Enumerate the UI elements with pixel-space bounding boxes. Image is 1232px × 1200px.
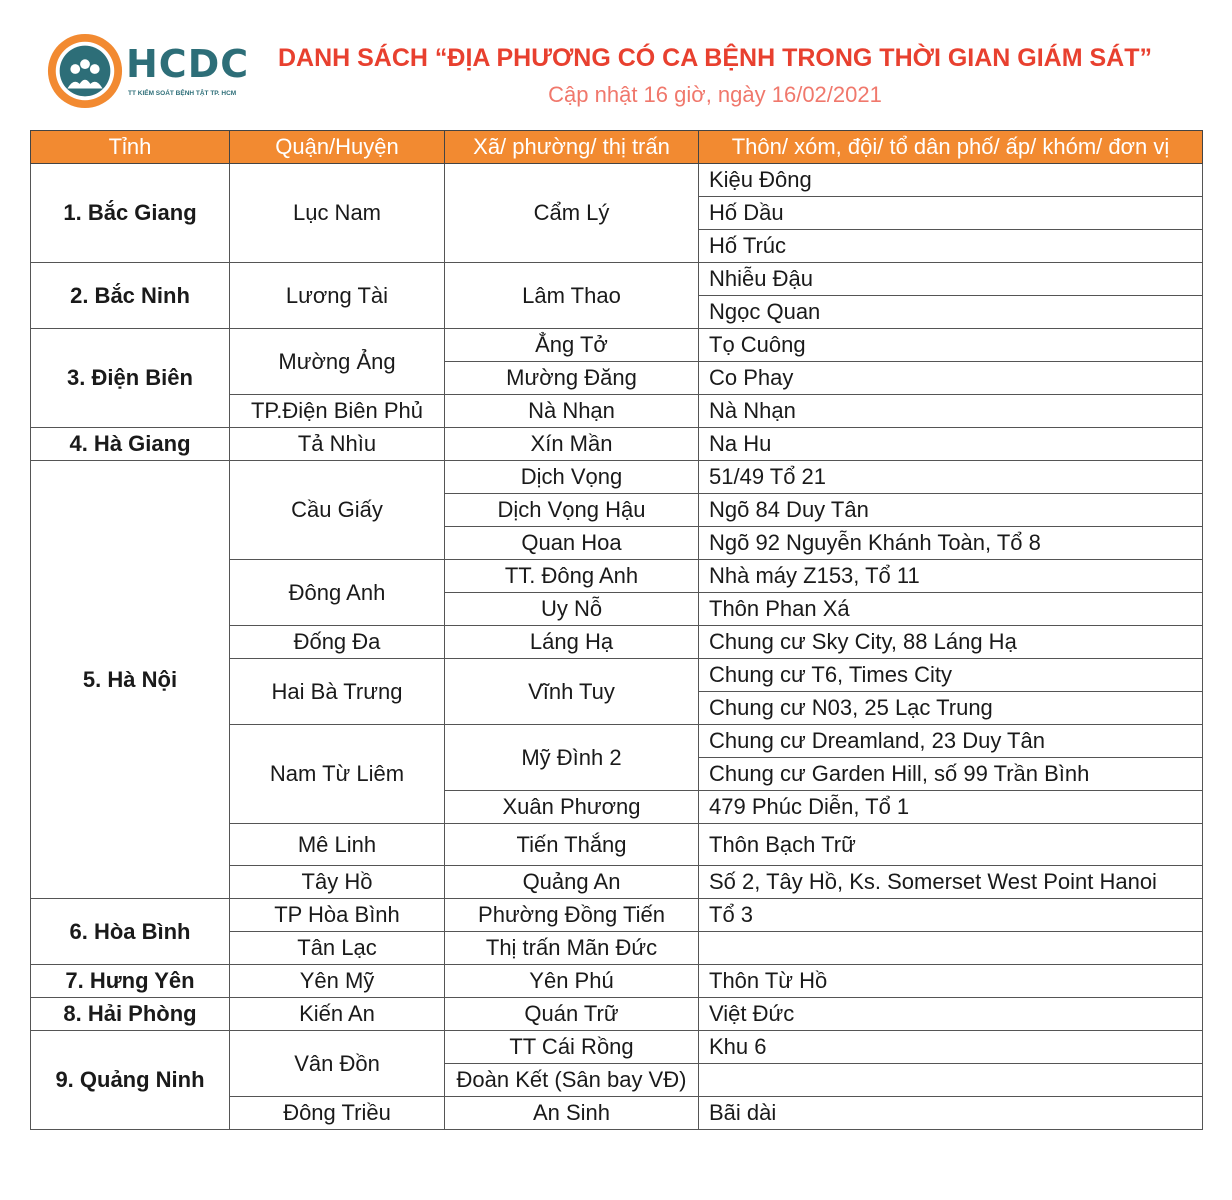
province-cell: 3. Điện Biên <box>31 329 230 428</box>
locations-table <box>30 130 1203 1130</box>
ward-cell: Láng Hạ <box>445 626 699 659</box>
unit-cell: Ngõ 84 Duy Tân <box>699 494 1203 527</box>
hcdc-logo <box>46 30 250 112</box>
district-cell: Mê Linh <box>230 824 445 866</box>
ward-cell: TT. Đông Anh <box>445 560 699 593</box>
logo-subtitle: TT KIỂM SOÁT BỆNH TẬT TP. HCM <box>128 90 237 97</box>
district-cell: Nam Từ Liêm <box>230 725 445 824</box>
district-cell: Tân Lạc <box>230 932 445 965</box>
district-cell: Tây Hồ <box>230 866 445 899</box>
district-cell: Cầu Giấy <box>230 461 445 560</box>
unit-cell: Nà Nhạn <box>699 395 1203 428</box>
ward-cell: Mỹ Đình 2 <box>445 725 699 791</box>
unit-cell: Kiệu Đông <box>699 164 1203 197</box>
page-title: DANH SÁCH “ĐỊA PHƯƠNG CÓ CA BỆNH TRONG THỜI GIAN GIÁM SÁT” <box>277 44 1153 72</box>
table-row <box>31 461 1203 494</box>
district-cell: Mường Ảng <box>230 329 445 395</box>
unit-cell: Chung cư Sky City, 88 Láng Hạ <box>699 626 1203 659</box>
ward-cell: TT Cái Rồng <box>445 1031 699 1064</box>
column-header-unit: Thôn/ xóm, đội/ tổ dân phố/ ấp/ khóm/ đơn vị <box>699 131 1203 164</box>
ward-cell: Quán Trữ <box>445 998 699 1031</box>
district-cell: TP.Điện Biên Phủ <box>230 395 445 428</box>
unit-cell: Chung cư T6, Times City <box>699 659 1203 692</box>
district-cell: Đông Triều <box>230 1097 445 1130</box>
unit-cell: Chung cư N03, 25 Lạc Trung <box>699 692 1203 725</box>
ward-cell: Tiến Thắng <box>445 824 699 866</box>
ward-cell: Uy Nỗ <box>445 593 699 626</box>
unit-cell: Co Phay <box>699 362 1203 395</box>
table-row <box>31 1031 1203 1064</box>
district-cell: Yên Mỹ <box>230 965 445 998</box>
unit-cell: Thôn Phan Xá <box>699 593 1203 626</box>
district-cell: Vân Đồn <box>230 1031 445 1097</box>
table-row <box>31 428 1203 461</box>
district-cell: Tả Nhìu <box>230 428 445 461</box>
column-header-district: Quận/Huyện <box>230 131 445 164</box>
table-row <box>31 899 1203 932</box>
district-cell: Đống Đa <box>230 626 445 659</box>
ward-cell: Lâm Thao <box>445 263 699 329</box>
district-cell: Lương Tài <box>230 263 445 329</box>
ward-cell: Vĩnh Tuy <box>445 659 699 725</box>
unit-cell: Hố Trúc <box>699 230 1203 263</box>
ward-cell: Đoàn Kết (Sân bay VĐ) <box>445 1064 699 1097</box>
logo-text: HCDC <box>126 42 250 86</box>
unit-cell: Ngọc Quan <box>699 296 1203 329</box>
district-cell: Lục Nam <box>230 164 445 263</box>
ward-cell: Quảng An <box>445 866 699 899</box>
unit-cell: Số 2, Tây Hồ, Ks. Somerset West Point Hanoi <box>699 866 1203 899</box>
table-header-row <box>31 131 1203 164</box>
unit-cell: Thôn Từ Hồ <box>699 965 1203 998</box>
unit-cell: Thôn Bạch Trữ <box>699 824 1203 866</box>
unit-cell: Hố Dầu <box>699 197 1203 230</box>
unit-cell: Tổ 3 <box>699 899 1203 932</box>
ward-cell: Nà Nhạn <box>445 395 699 428</box>
province-cell: 7. Hưng Yên <box>31 965 230 998</box>
unit-cell: Việt Đức <box>699 998 1203 1031</box>
ward-cell: Ẳng Tở <box>445 329 699 362</box>
ward-cell: Cẩm Lý <box>445 164 699 263</box>
column-header-ward: Xã/ phường/ thị trấn <box>445 131 699 164</box>
district-cell: Đông Anh <box>230 560 445 626</box>
unit-cell: 51/49 Tổ 21 <box>699 461 1203 494</box>
unit-cell: Chung cư Dreamland, 23 Duy Tân <box>699 725 1203 758</box>
table-row <box>31 965 1203 998</box>
page-subtitle: Cập nhật 16 giờ, ngày 16/02/2021 <box>548 82 882 107</box>
ward-cell: An Sinh <box>445 1097 699 1130</box>
table-row <box>31 263 1203 296</box>
province-cell: 6. Hòa Bình <box>31 899 230 965</box>
unit-cell: Khu 6 <box>699 1031 1203 1064</box>
ward-cell: Yên Phú <box>445 965 699 998</box>
district-cell: Kiến An <box>230 998 445 1031</box>
province-cell: 9. Quảng Ninh <box>31 1031 230 1130</box>
district-cell: TP Hòa Bình <box>230 899 445 932</box>
ward-cell: Xuân Phương <box>445 791 699 824</box>
ward-cell: Mường Đăng <box>445 362 699 395</box>
province-cell: 4. Hà Giang <box>31 428 230 461</box>
province-cell: 8. Hải Phòng <box>31 998 230 1031</box>
ward-cell: Dịch Vọng Hậu <box>445 494 699 527</box>
unit-cell: Tọ Cuông <box>699 329 1203 362</box>
ward-cell: Quan Hoa <box>445 527 699 560</box>
ward-cell: Thị trấn Mãn Đức <box>445 932 699 965</box>
unit-cell: Bãi dài <box>699 1097 1203 1130</box>
table-row <box>31 998 1203 1031</box>
unit-cell <box>699 1064 1203 1097</box>
unit-cell: Na Hu <box>699 428 1203 461</box>
ward-cell: Xín Mần <box>445 428 699 461</box>
district-cell: Hai Bà Trưng <box>230 659 445 725</box>
column-header-province: Tỉnh <box>31 131 230 164</box>
hcdc-logo-icon <box>46 32 124 110</box>
unit-cell: Ngõ 92 Nguyễn Khánh Toàn, Tổ 8 <box>699 527 1203 560</box>
table-row <box>31 164 1203 197</box>
unit-cell: Chung cư Garden Hill, số 99 Trần Bình <box>699 758 1203 791</box>
unit-cell: Nhà máy Z153, Tổ 11 <box>699 560 1203 593</box>
unit-cell: 479 Phúc Diễn, Tổ 1 <box>699 791 1203 824</box>
unit-cell <box>699 932 1203 965</box>
unit-cell: Nhiễu Đậu <box>699 263 1203 296</box>
province-cell: 2. Bắc Ninh <box>31 263 230 329</box>
ward-cell: Phường Đồng Tiến <box>445 899 699 932</box>
table-row <box>31 329 1203 362</box>
province-cell: 1. Bắc Giang <box>31 164 230 263</box>
province-cell: 5. Hà Nội <box>31 461 230 899</box>
ward-cell: Dịch Vọng <box>445 461 699 494</box>
